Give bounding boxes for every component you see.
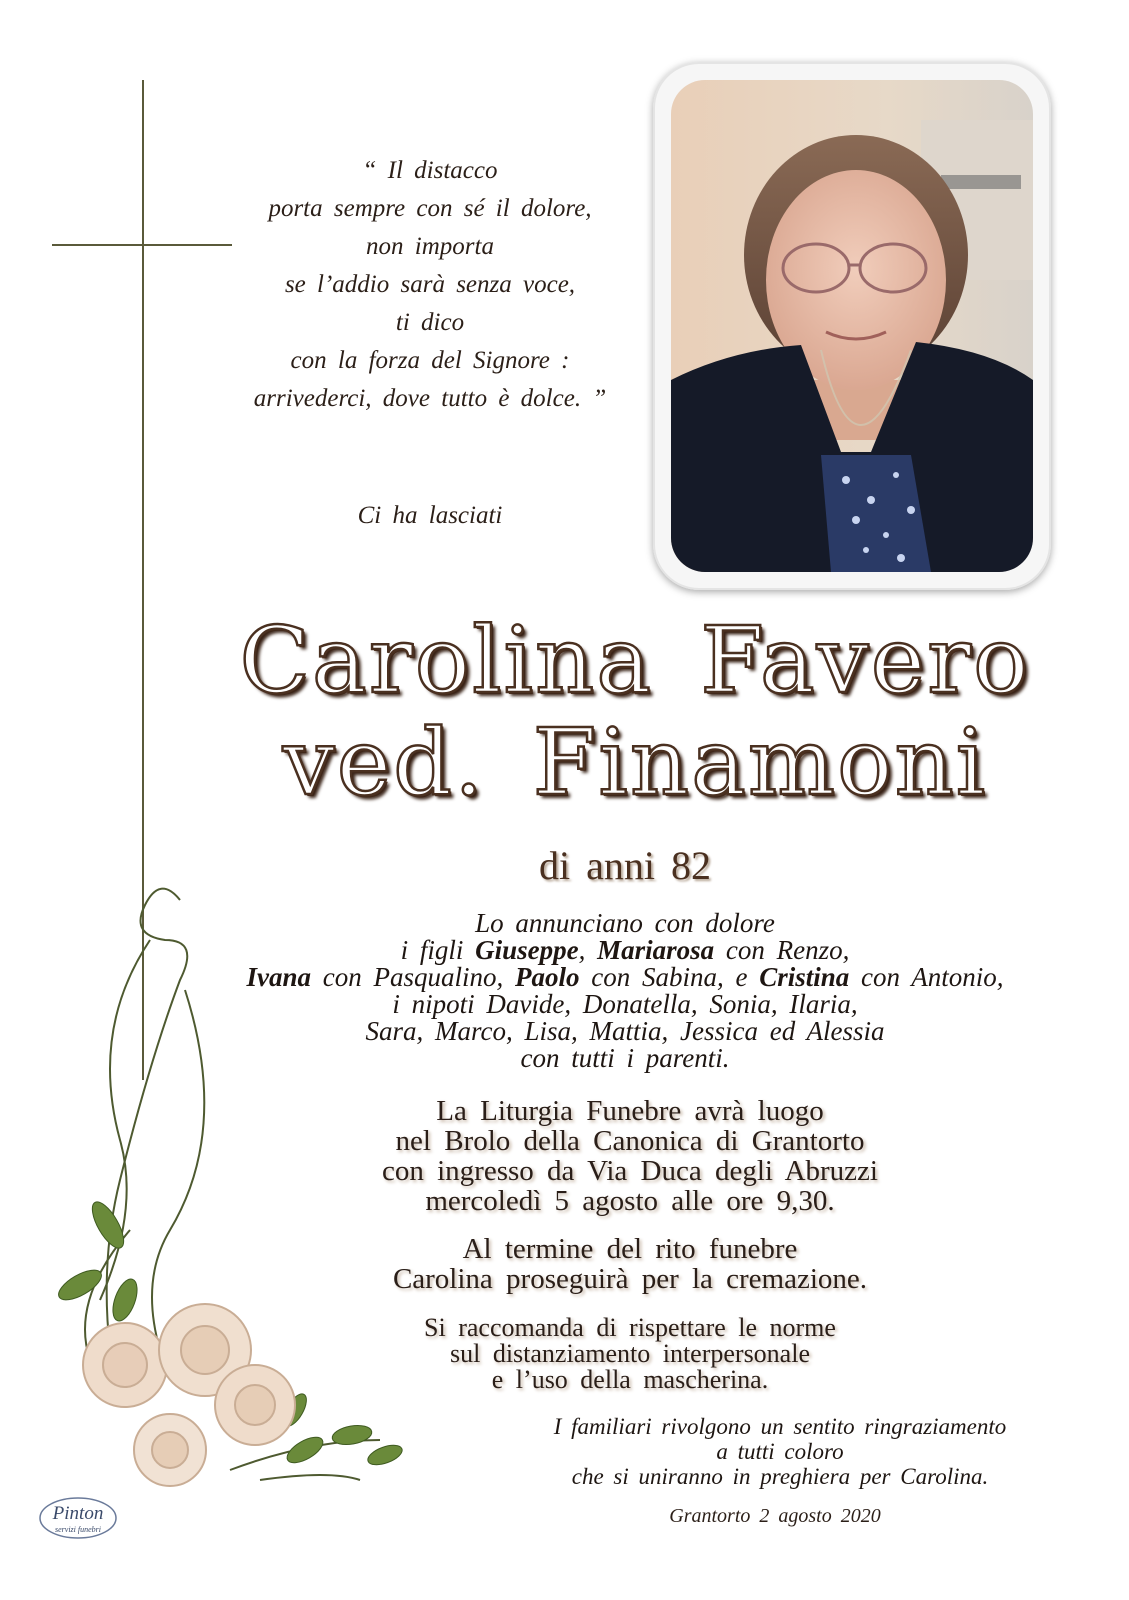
- funeral-line: La Liturgia Funebre avrà luogo: [436, 1095, 824, 1127]
- announcement-line: Lo annunciano con dolore: [475, 908, 775, 938]
- quote-line: con la forza del Signore :: [290, 347, 570, 374]
- cremation-line: Al termine del rito funebre: [462, 1233, 798, 1265]
- rules-line: Si raccomanda di rispettare le norme: [424, 1313, 836, 1342]
- child-name: Paolo: [514, 962, 580, 992]
- cremation-line: Carolina proseguirà per la cremazione.: [392, 1263, 868, 1295]
- age: di anni 82: [539, 843, 711, 888]
- text: con Pasqualino,: [310, 962, 515, 992]
- funeral-line: mercoledì 5 agosto alle ore 9,30.: [425, 1185, 835, 1217]
- funeral-line: con ingresso da Via Duca degli Abruzzi: [382, 1155, 878, 1187]
- thanks-line: I familiari rivolgono un sentito ringraziamento: [553, 1414, 1007, 1439]
- pinton-logo-icon: [36, 1494, 120, 1542]
- portrait-photo: [671, 80, 1033, 572]
- quote-line: “ Il distacco: [362, 157, 498, 184]
- quote-line: non importa: [366, 233, 494, 260]
- child-name: Mariarosa: [597, 935, 715, 965]
- child-name: Ivana: [246, 962, 311, 992]
- quote: [200, 152, 660, 418]
- announcement-line: Sara, Marco, Lisa, Mattia, Jessica ed Alessia: [365, 1016, 885, 1046]
- child-name: Giuseppe: [475, 935, 579, 965]
- intro-text: Ci ha lasciati: [357, 502, 503, 529]
- thanks-line: a tutti coloro: [716, 1439, 844, 1464]
- quote-line: se l’addio sarà senza voce,: [284, 271, 576, 298]
- thanks-line: che si uniranno in preghiera per Carolina.: [571, 1464, 989, 1489]
- quote-line: ti dico: [395, 309, 465, 336]
- quote-line: porta sempre con sé il dolore,: [268, 195, 592, 222]
- text: con Antonio,: [849, 962, 1004, 992]
- funeral-line: nel Brolo della Canonica di Grantorto: [395, 1125, 865, 1157]
- thanks: [470, 1414, 1090, 1489]
- announcement-line: i nipoti Davide, Donatella, Sonia, Ilaria,: [392, 989, 858, 1019]
- text: ,: [578, 935, 598, 965]
- text: con Sabina, e: [579, 962, 760, 992]
- rules-line: e l’uso della mascherina.: [491, 1365, 769, 1394]
- text: i figli: [400, 935, 476, 965]
- name-line-1: Carolina Favero: [239, 607, 1031, 714]
- text: con Renzo,: [714, 935, 850, 965]
- svg-text:servizi funebri: servizi funebri: [55, 1525, 101, 1534]
- quote-line: arrivederci, dove tutto è dolce. ”: [253, 385, 607, 412]
- announcement-line: con tutti i parenti.: [520, 1043, 730, 1073]
- svg-text:Pinton: Pinton: [52, 1503, 104, 1524]
- place-date: Grantorto 2 agosto 2020: [669, 1505, 881, 1527]
- rose-bouquet-icon: [30, 880, 410, 1520]
- child-name: Cristina: [759, 962, 850, 992]
- name-line-2: ved. Finamoni: [282, 709, 988, 816]
- deceased-name: [150, 607, 1120, 816]
- rules-line: sul distanziamento interpersonale: [449, 1339, 810, 1368]
